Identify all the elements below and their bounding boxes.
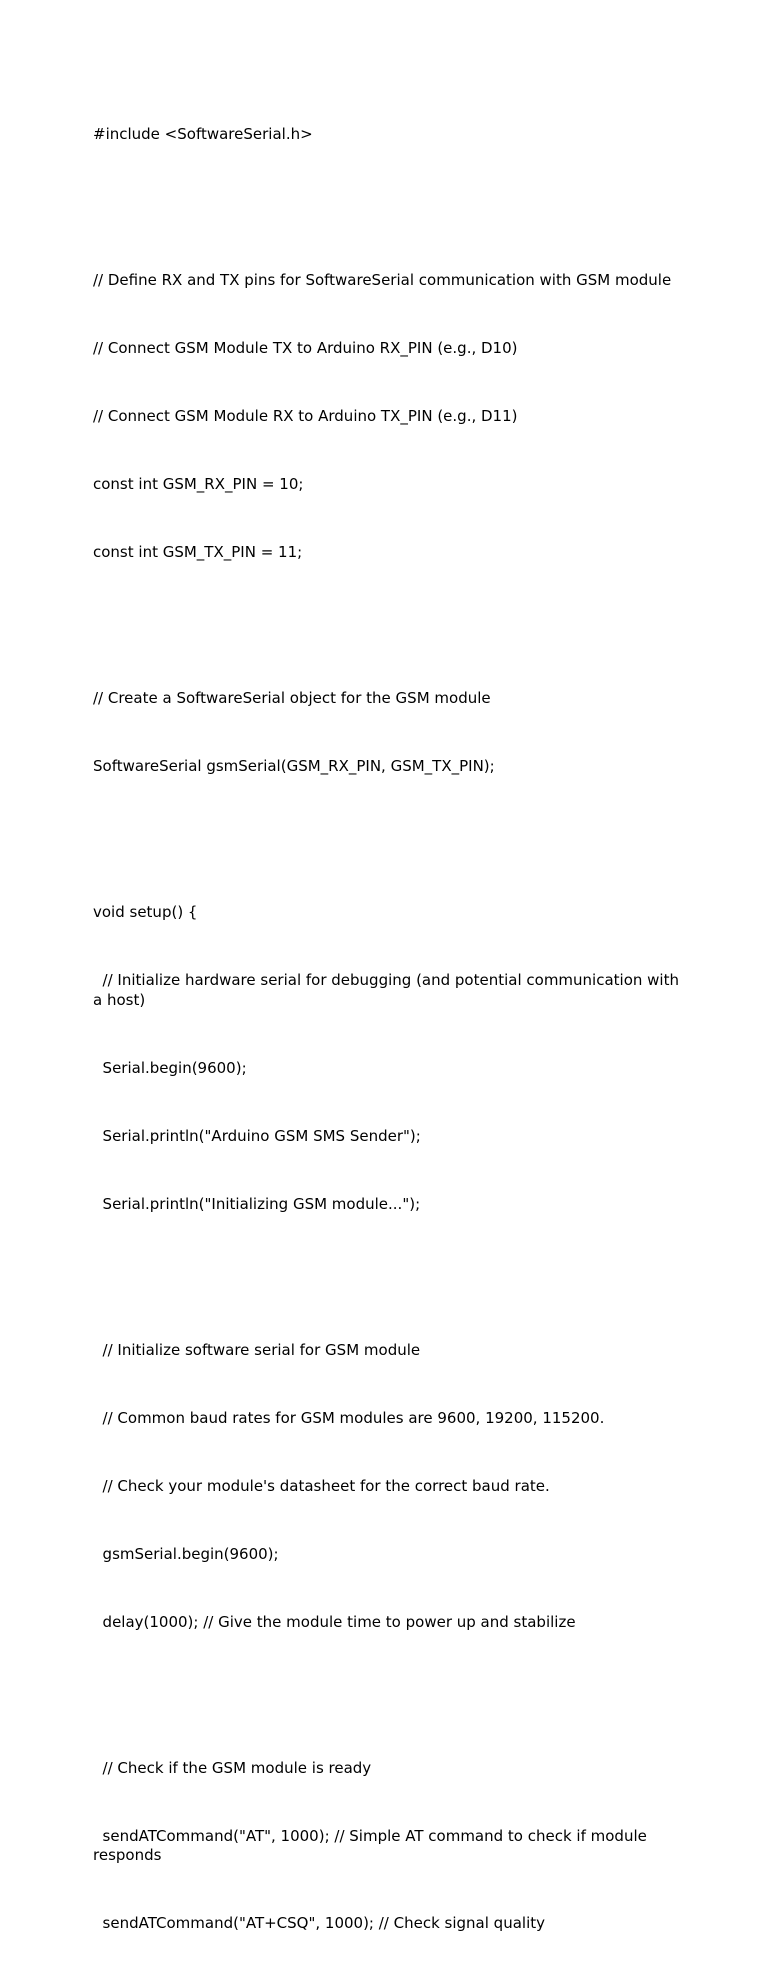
code-line: // Check if the GSM module is ready (93, 1758, 372, 1777)
code-line: Serial.begin(9600); (93, 1058, 247, 1077)
code-line: void setup() { (93, 903, 198, 921)
code-line: delay(1000); // Give the module time to power up and stabilize (93, 1612, 576, 1631)
code-line: // Check your module's datasheet for the correct baud rate. (93, 1476, 550, 1495)
blank-line (93, 1681, 683, 1701)
code-text-block (93, 86, 683, 1982)
code-line: Serial.println("Initializing GSM module..."); (93, 1194, 421, 1213)
code-line: sendATCommand("AT+CSQ", 1000); // Check signal quality (93, 1914, 545, 1932)
code-line: gsmSerial.begin(9600); (93, 1544, 279, 1563)
code-line: sendATCommand("AT", 1000); // Simple AT command to check if module responds (93, 1826, 652, 1864)
code-line: // Define RX and TX pins for SoftwareSerial communication with GSM module (93, 271, 672, 289)
blank-line (93, 1263, 683, 1283)
code-line: const int GSM_TX_PIN = 11; (93, 543, 303, 561)
code-line: // Create a SoftwareSerial object for the GSM module (93, 689, 491, 707)
code-line: // Connect GSM Module TX to Arduino RX_PIN (e.g., D10) (93, 339, 518, 357)
blank-line (93, 611, 683, 631)
blank-line (93, 193, 683, 213)
code-line: // Common baud rates for GSM modules are 9600, 19200, 115200. (93, 1408, 605, 1427)
code-line: // Initialize software serial for GSM module (93, 1340, 421, 1359)
blank-line (93, 825, 683, 845)
code-line: const int GSM_RX_PIN = 10; (93, 475, 304, 493)
code-line: Serial.println("Arduino GSM SMS Sender"); (93, 1126, 421, 1145)
code-line: // Connect GSM Module RX to Arduino TX_PIN (e.g., D11) (93, 407, 518, 425)
code-line: #include <SoftwareSerial.h> (93, 125, 313, 143)
code-line: SoftwareSerial gsmSerial(GSM_RX_PIN, GSM_TX_PIN); (93, 757, 495, 775)
code-line: // Initialize hardware serial for debugging (and potential communication with a host) (93, 971, 684, 1009)
